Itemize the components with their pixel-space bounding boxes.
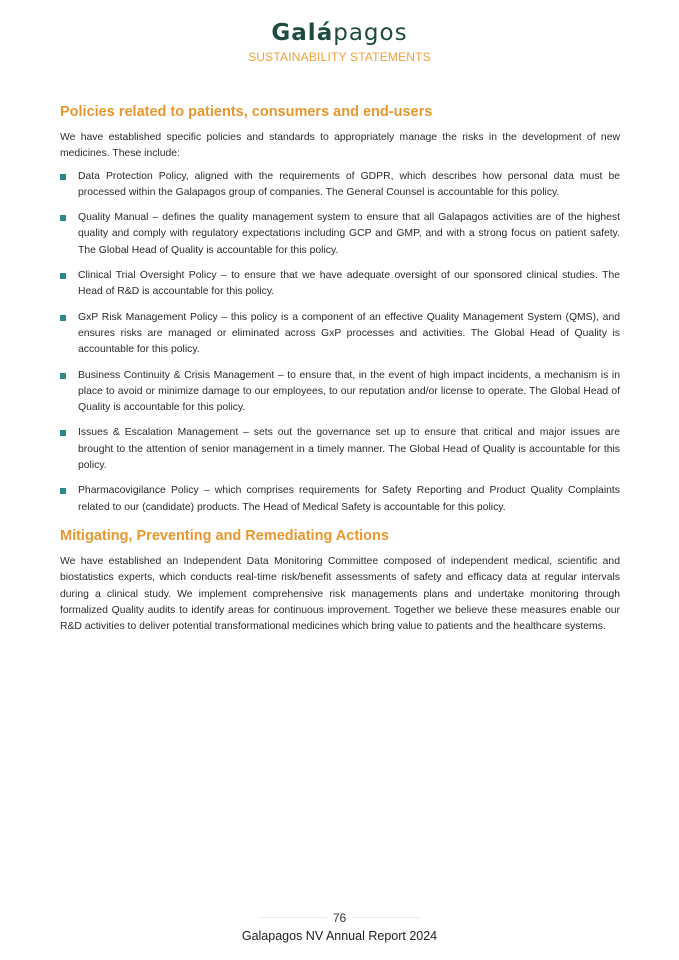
square-bullet-icon <box>60 430 66 436</box>
main-content <box>60 103 620 635</box>
section-subtitle: SUSTAINABILITY STATEMENTS <box>248 50 431 64</box>
policies-intro: We have established specific policies and standards to appropriately manage the risks in the development of new medicines. These include: <box>60 132 620 160</box>
list-item <box>60 268 620 301</box>
section-heading-policies: Policies related to patients, consumers and end-users <box>60 104 433 120</box>
list-item <box>60 483 620 516</box>
mitigation-section <box>60 527 620 635</box>
list-item-text: Quality Manual – defines the quality management system to ensure that all Galapagos activities are of the highest quality and comply with regulatory expectations including GCP and GMP, and with a strong focus on patient safety. The Global Head of Quality is accountable for this policy. <box>78 212 620 256</box>
page-header <box>0 18 679 64</box>
square-bullet-icon <box>60 174 66 180</box>
policy-list <box>60 169 620 516</box>
list-item-text: Business Continuity & Crisis Management – to ensure that, in the event of high impact incidents, a mechanism is in place to avoid or minimize damage to our employees, to our reputation and/or license to operate. The Global Head of Quality is accountable for this policy. <box>78 369 620 414</box>
list-item <box>60 169 620 202</box>
page-number: 76 <box>327 910 352 926</box>
page-footer <box>0 909 679 943</box>
logo-light-part: pagos <box>333 20 408 46</box>
mitigation-body: We have established an Independent Data Monitoring Committee composed of independent medical, scientific and biostatistics experts, which conducts real-time risk/benefit assessments of safety and efficacy data at regular intervals during a clinical study. We implement comprehensive risk managements plans and undertake monitoring through formalized Quality audits to identify areas for continuous improvement. Together we believe these measures enable our R&D activities to deliver potential transformational medicines which bring value to patients and the healthcare systems. <box>60 555 620 633</box>
list-item-text: Pharmacovigilance Policy – which comprises requirements for Safety Reporting and Product Quality Complaints related to our (candidate) products. The Head of Medical Safety is accountable for this policy. <box>78 485 620 513</box>
list-item-text: Data Protection Policy, aligned with the requirements of GDPR, which describes how personal data must be processed within the Galapagos group of companies. The General Counsel is accountable for this policy. <box>78 170 620 198</box>
list-item-text: Issues & Escalation Management – sets out the governance set up to ensure that critical and major issues are brought to the attention of senior management in a timely manner. The Global Head of Quality is accountable for this policy. <box>78 427 620 472</box>
square-bullet-icon <box>60 273 66 279</box>
square-bullet-icon <box>60 488 66 494</box>
list-item <box>60 368 620 417</box>
list-item-text: GxP Risk Management Policy – this policy is a component of an effective Quality Management System (QMS), and ensures risks are managed or eliminated across GxP processes and activities. The Global Head of Quality is accountable for this policy. <box>78 311 620 356</box>
list-item <box>60 310 620 359</box>
square-bullet-icon <box>60 373 66 379</box>
square-bullet-icon <box>60 315 66 321</box>
square-bullet-icon <box>60 215 66 221</box>
report-title: Galapagos NV Annual Report 2024 <box>241 929 438 943</box>
logo-bold-part: Galá <box>271 20 334 46</box>
section-heading-mitigating: Mitigating, Preventing and Remediating Actions <box>60 527 389 544</box>
list-item <box>60 425 620 474</box>
list-item-text: Clinical Trial Oversight Policy – to ensure that we have adequate oversight of our sponsored clinical studies. The Head of R&D is accountable for this policy. <box>78 270 620 298</box>
list-item <box>60 210 620 259</box>
galapagos-logo <box>0 18 679 48</box>
